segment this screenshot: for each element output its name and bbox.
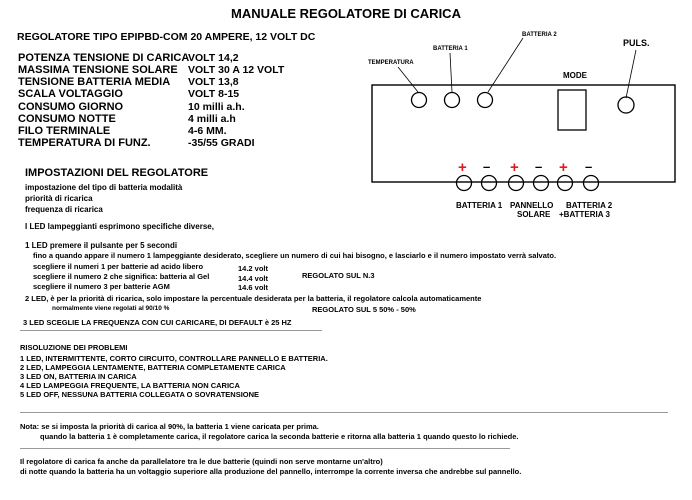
led-batteria2-icon	[478, 93, 493, 108]
terminal-label: PANNELLO	[510, 201, 554, 210]
spec-value: VOLT 8-15	[188, 88, 240, 100]
plus-sign: +	[510, 159, 519, 176]
terminal-label: +BATTERIA 3	[559, 210, 610, 219]
terminal-icon	[482, 176, 497, 191]
terminal-label: SOLARE	[517, 210, 551, 219]
troubleshooting-item: 5 LED OFF, NESSUNA BATTERIA COLLEGATA O SOVRATENSIONE	[20, 390, 260, 399]
terminal-icon	[509, 176, 524, 191]
spec-value: 4 milli a.h	[188, 113, 236, 125]
final-note: di notte quando la batteria ha un voltaggio superiore alla produzione del pannello, interrompe la corrente inversa che andrebbe sul pannello.	[20, 467, 522, 476]
terminal-icon	[558, 176, 573, 191]
settings-intro: impostazione del tipo di batteria modalità	[25, 183, 183, 192]
spec-label: CONSUMO GIORNO	[18, 101, 124, 113]
regulator-diagram	[360, 30, 692, 225]
label-batteria2-top: BATTERIA 2	[522, 32, 557, 38]
battery-choice: scegliere il numeri 1 per batterie ad acido libero	[33, 262, 204, 271]
spec-value: VOLT 13,8	[188, 76, 239, 88]
led3-instruction: 3 LED SCEGLIE LA FREQUENZA CON CUI CARICARE, DI DEFAULT è 25 HZ	[23, 318, 292, 327]
spec-label: POTENZA TENSIONE DI CARICA	[18, 52, 190, 64]
push-button-icon	[618, 97, 634, 113]
page-title: MANUALE REGOLATORE DI CARICA	[231, 6, 461, 21]
label-puls: PULS.	[623, 38, 650, 48]
note-battery1: quando la batteria 1 è completamente carica, il regolatore carica la seconda batterie e ritorna alla batteria 1 quando questo lo richiede.	[40, 432, 519, 441]
plus-sign: +	[458, 159, 467, 176]
led-note: I LED lampeggianti esprimono specifiche diverse,	[25, 222, 214, 231]
terminal-icon	[457, 176, 472, 191]
led2-instruction: 2 LED, è per la priorità di ricarica, solo impostare la percentuale desiderata per la batteria, il regolatore calcola automaticamente	[25, 294, 482, 303]
regolato-n3: REGOLATO SUL N.3	[302, 271, 375, 280]
led2-normal: normalmente viene regolati al 90/10 %	[52, 305, 170, 312]
sensor-temperatura-icon	[412, 93, 427, 108]
minus-sign: –	[483, 159, 491, 174]
leader-batteria1	[450, 53, 452, 92]
troubleshooting-item: 3 LED ON, BATTERIA IN CARICA	[20, 372, 137, 381]
label-temperatura: TEMPERATURA	[368, 60, 414, 66]
settings-intro: frequenza di ricarica	[25, 205, 103, 214]
minus-sign: –	[585, 159, 593, 174]
terminal-icon	[584, 176, 599, 191]
regulator-type: REGOLATORE TIPO EPIPBD-COM 20 AMPERE, 12 VOLT DC	[17, 31, 316, 43]
settings-heading: IMPOSTAZIONI DEL REGOLATORE	[25, 167, 209, 179]
battery-voltage: 14.2 volt	[238, 264, 269, 273]
spec-value: VOLT 14,2	[188, 52, 239, 64]
battery-choice: scegliere il numero 2 che significa: batteria al Gel	[33, 272, 210, 281]
battery-voltage: 14.6 volt	[238, 283, 269, 292]
troubleshooting-item: 2 LED, LAMPEGGIA LENTAMENTE, BATTERIA COMPLETAMENTE CARICA	[20, 363, 286, 372]
divider	[20, 412, 668, 413]
divider	[20, 448, 510, 449]
battery-choice: scegliere il numero 3 per batterie AGM	[33, 282, 170, 291]
plus-sign: +	[559, 159, 568, 176]
spec-label: TEMPERATURA DI FUNZ.	[18, 137, 151, 149]
minus-sign: –	[535, 159, 543, 174]
led1-instruction: fino a quando appare il numero 1 lampeggiante desiderato, scegliere un numero di cui hai bisogno, e lasciarlo e il numero impostato verrà salvato.	[33, 251, 557, 260]
leader-temperatura	[398, 67, 418, 92]
mode-display	[558, 90, 586, 130]
spec-label: SCALA VOLTAGGIO	[18, 88, 123, 100]
note-priority: Nota: se si imposta la priorità di carica al 90%, la batteria 1 viene caricata per prima.	[20, 422, 319, 431]
terminal-label: BATTERIA 1	[456, 201, 503, 210]
spec-value: 4-6 MM.	[188, 125, 227, 137]
troubleshooting-item: 1 LED, INTERMITTENTE, CORTO CIRCUITO, CONTROLLARE PANNELLO E BATTERIA.	[20, 354, 328, 363]
spec-value: VOLT 30 A 12 VOLT	[188, 64, 285, 76]
spec-value: -35/55 GRADI	[188, 137, 255, 149]
label-mode: MODE	[563, 71, 587, 80]
spec-label: TENSIONE BATTERIA MEDIA	[18, 76, 171, 88]
battery-voltage: 14.4 volt	[238, 274, 269, 283]
divider	[20, 330, 322, 331]
terminal-icon	[534, 176, 549, 191]
spec-value: 10 milli a.h.	[188, 101, 245, 113]
final-note: Il regolatore di carica fa anche da parallelatore tra le due batterie (quindi non serve montarne un'altro)	[20, 457, 383, 466]
troubleshooting-heading: RISOLUZIONE DEI PROBLEMI	[20, 343, 128, 352]
settings-intro: priorità di ricarica	[25, 194, 93, 203]
led-batteria1-icon	[445, 93, 460, 108]
led1-instruction: 1 LED premere il pulsante per 5 secondi	[25, 241, 178, 250]
troubleshooting-item: 4 LED LAMPEGGIA FREQUENTE, LA BATTERIA NON CARICA	[20, 381, 240, 390]
regolato-5: REGOLATO SUL 5 50% - 50%	[312, 305, 416, 314]
label-batteria1-top: BATTERIA 1	[433, 46, 468, 52]
spec-label: CONSUMO NOTTE	[18, 113, 116, 125]
regulator-body	[372, 85, 675, 182]
spec-label: FILO TERMINALE	[18, 125, 111, 137]
terminal-label: BATTERIA 2	[566, 201, 613, 210]
spec-label: MASSIMA TENSIONE SOLARE	[18, 64, 178, 76]
leader-puls	[626, 50, 636, 98]
leader-batteria2	[488, 38, 523, 92]
